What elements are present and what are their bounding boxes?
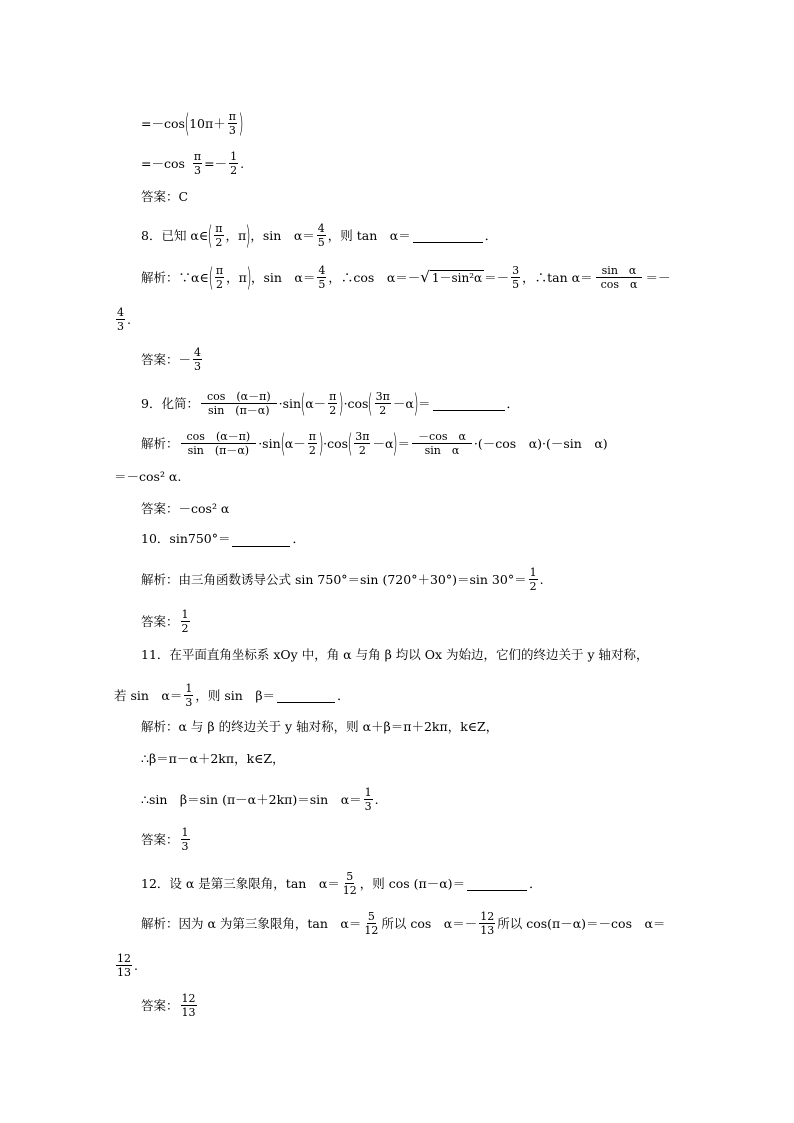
answer-8: 答案：－ $\frac{4}{3}$: [141, 346, 202, 373]
solution-12-wrap: $\frac{12}{13}$ .: [117, 952, 138, 979]
solution-10: 解析：由三角函数诱导公式 sin 750°＝sin (720°＋30°)＝sin 30°＝ $\frac{1}{2}$ .: [141, 566, 544, 593]
solution-line-2: =－cos $\frac{\pi}{3}$ =－ $\frac{1}{2}$ .: [141, 150, 245, 177]
answer-9: 答案：－cos² α: [141, 501, 230, 516]
answer-7: 答案：C: [141, 189, 189, 204]
answer-blank: [467, 876, 527, 891]
text: =－cos: [141, 115, 185, 131]
solution-9-wrap: ＝－cos² α.: [114, 469, 182, 484]
answer-blank: [413, 228, 483, 243]
question-11-line-2: 若 sin α＝ $\frac{1}{3}$ ，则 sin β＝ ．: [114, 682, 350, 709]
solution-8-wrap: $\frac{4}{3}$ .: [117, 306, 131, 333]
answer-blank: [232, 532, 290, 547]
fraction: $\frac{\pi}{3}$: [193, 150, 202, 177]
answer-10: 答案： $\frac{1}{2}$: [141, 608, 189, 635]
answer-blank: [433, 396, 505, 411]
fraction: $\frac{1}{2}$: [230, 150, 238, 177]
right-paren: ): [238, 108, 244, 139]
solution-11-line-3: ∴sin β＝sin (π－α＋2kπ)＝sin α＝ $\frac{1}{3}$ .: [141, 786, 379, 813]
answer-12: 答案： $\frac{12}{13}$: [141, 992, 196, 1019]
left-paren: (: [184, 108, 190, 139]
solution-8: 解析：∵α∈ ( $\frac{\pi}{2}$ ，π ) ，sin α＝ $\frac{4}{5}$ ，∴cos α＝－ √ 1－sin²α ＝－ $\frac{3}{5}$ ，∴tan α＝ $\frac{\text{sin α}}{\text{cos α}}$ ＝－: [141, 262, 671, 293]
answer-11: 答案： $\frac{1}{3}$: [141, 826, 189, 853]
solution-11-line-2: ∴β＝π－α＋2kπ，k∈Z，: [141, 751, 285, 766]
solution-9: 解析： $\frac{\cos (\alpha-\pi)}{\sin (\pi-\alpha)}$ ·sin ( α－ $\frac{\pi}{2}$ ) ·cos ( $\frac{3\pi}{2}$ －α ) ＝ $\frac{\text{－cos α}}{\text{sin α}}$ ·(－cos α)·(－sin α): [141, 428, 608, 459]
square-root: √ 1－sin²α: [420, 268, 483, 286]
fraction: $\frac{\pi}{3}$: [228, 110, 236, 137]
text: 10π＋: [189, 115, 226, 131]
answer-blank: [277, 688, 335, 703]
solution-line-1: [141, 110, 243, 137]
question-12: 12．设 α 是第三象限角，tan α＝ $\frac{5}{12}$ ，则 cos (π－α)＝ ．: [141, 870, 542, 897]
solution-11-line-1: 解析：α 与 β 的终边关于 y 轴对称，则 α＋β＝π＋2kπ，k∈Z，: [141, 719, 499, 734]
solution-12: 解析：因为 α 为第三象限角，tan α＝ $\frac{5}{12}$ 所以 cos α＝－ $\frac{12}{13}$ 所以 cos(π－α)＝－cos α＝: [141, 910, 666, 937]
question-8: 8．已知 α∈ ( $\frac{\pi}{2}$ ，π ) ，sin α＝ $\frac{4}{5}$ ，则 tan α＝ ．: [141, 220, 498, 251]
question-10: 10．sin750°＝ ．: [141, 531, 305, 546]
question-11-line-1: 11．在平面直角坐标系 xOy 中，角 α 与角 β 均以 Ox 为始边，它们的终边关于 y 轴对称，: [141, 647, 649, 662]
text: =－cos: [141, 155, 185, 171]
text: =－: [204, 155, 228, 171]
question-9: 9．化简： $\frac{\cos (\alpha-\pi)}{\sin (\pi-\alpha)}$ ·sin ( α－ $\frac{\pi}{2}$ ) ·cos ( $\frac{3\pi}{2}$ －α ) ＝ ．: [141, 388, 520, 419]
